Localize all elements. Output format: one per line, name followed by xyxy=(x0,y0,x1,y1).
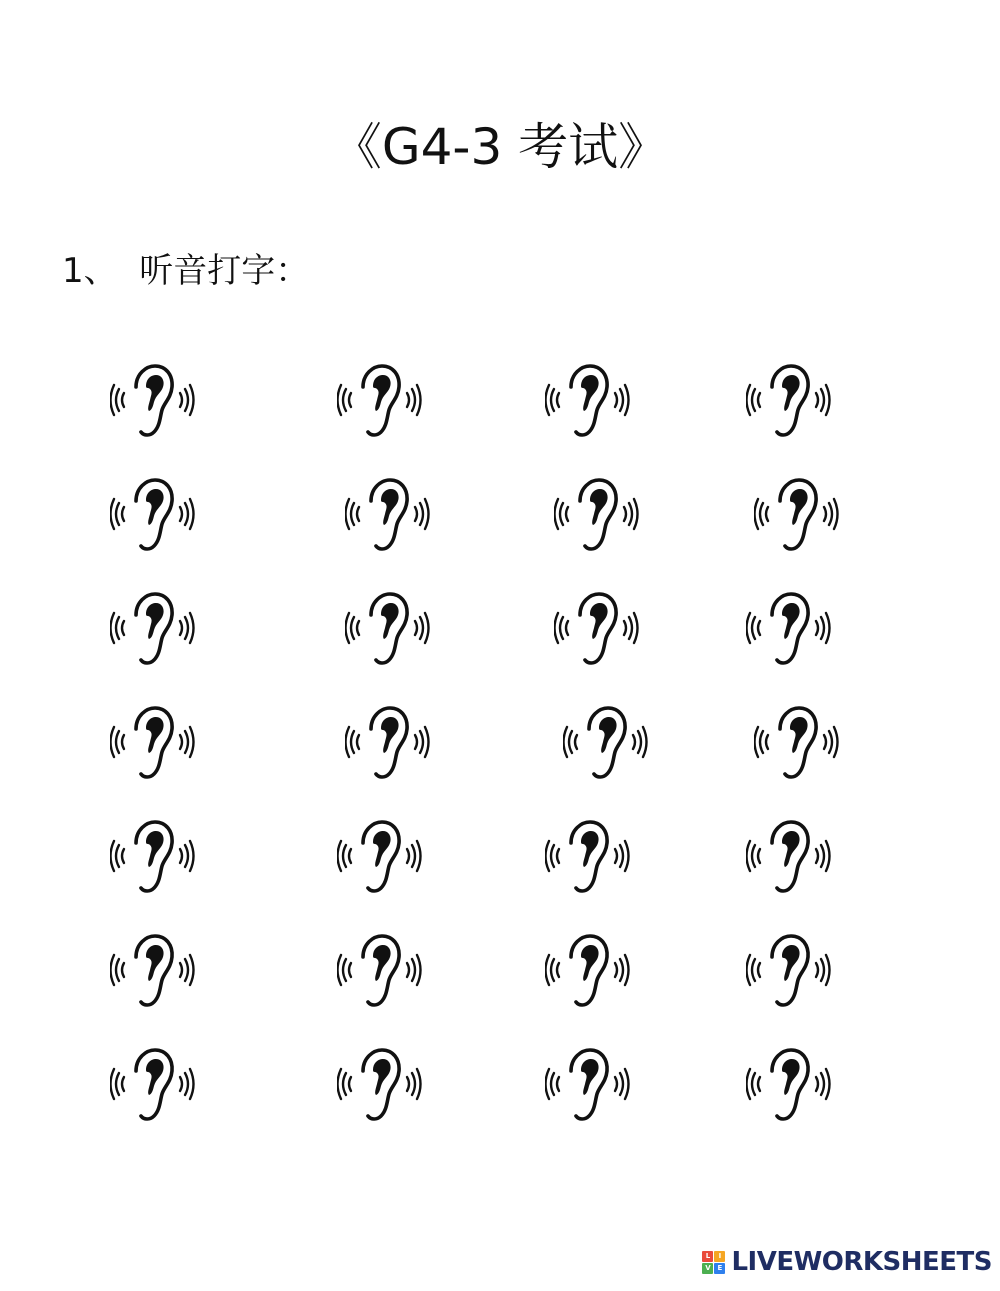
ear-listen-icon xyxy=(545,362,635,438)
ear-listen-icon xyxy=(545,1046,635,1122)
logo-block: L xyxy=(702,1251,713,1262)
ear-listen-icon xyxy=(746,818,836,894)
logo-block: V xyxy=(702,1263,713,1274)
audio-item-18[interactable] xyxy=(337,818,427,894)
audio-item-11[interactable] xyxy=(554,590,644,666)
audio-item-25[interactable] xyxy=(110,1046,200,1122)
ear-listen-icon xyxy=(545,818,635,894)
liveworksheets-logo-icon xyxy=(702,1251,725,1274)
worksheet-title: 《G4-3 考试》 xyxy=(331,118,669,176)
logo-block: I xyxy=(714,1251,725,1262)
audio-item-2[interactable] xyxy=(337,362,427,438)
audio-item-24[interactable] xyxy=(746,932,836,1008)
audio-item-8[interactable] xyxy=(754,476,844,552)
ear-listen-icon xyxy=(110,362,200,438)
audio-item-17[interactable] xyxy=(110,818,200,894)
audio-item-28[interactable] xyxy=(746,1046,836,1122)
ear-listen-icon xyxy=(545,932,635,1008)
audio-item-9[interactable] xyxy=(110,590,200,666)
audio-item-13[interactable] xyxy=(110,704,200,780)
audio-item-23[interactable] xyxy=(545,932,635,1008)
audio-item-7[interactable] xyxy=(554,476,644,552)
ear-listen-icon xyxy=(345,476,435,552)
audio-item-5[interactable] xyxy=(110,476,200,552)
ear-listen-icon xyxy=(554,476,644,552)
ear-listen-icon xyxy=(110,818,200,894)
ear-listen-icon xyxy=(337,362,427,438)
audio-item-12[interactable] xyxy=(746,590,836,666)
audio-item-1[interactable] xyxy=(110,362,200,438)
ear-listen-icon xyxy=(754,476,844,552)
ear-listen-icon xyxy=(110,932,200,1008)
ear-listen-icon xyxy=(746,590,836,666)
ear-listen-icon xyxy=(337,1046,427,1122)
audio-item-3[interactable] xyxy=(545,362,635,438)
audio-item-6[interactable] xyxy=(345,476,435,552)
ear-listen-icon xyxy=(110,704,200,780)
audio-item-20[interactable] xyxy=(746,818,836,894)
ear-listen-icon xyxy=(563,704,653,780)
ear-listen-icon xyxy=(746,932,836,1008)
ear-listen-icon xyxy=(110,476,200,552)
ear-listen-icon xyxy=(110,590,200,666)
audio-item-26[interactable] xyxy=(337,1046,427,1122)
footer-logo[interactable] xyxy=(702,1247,992,1277)
ear-listen-icon xyxy=(754,704,844,780)
ear-listen-icon xyxy=(554,590,644,666)
audio-item-4[interactable] xyxy=(746,362,836,438)
ear-listen-icon xyxy=(746,1046,836,1122)
ear-listen-icon xyxy=(345,590,435,666)
ear-listen-icon xyxy=(337,818,427,894)
audio-item-14[interactable] xyxy=(345,704,435,780)
brand-name: LIVEWORKSHEETS xyxy=(731,1247,992,1277)
audio-item-10[interactable] xyxy=(345,590,435,666)
audio-item-16[interactable] xyxy=(754,704,844,780)
audio-item-21[interactable] xyxy=(110,932,200,1008)
ear-listen-icon xyxy=(746,362,836,438)
audio-item-15[interactable] xyxy=(563,704,653,780)
question-number: 1、 xyxy=(62,251,118,291)
question-text: 听音打字： xyxy=(139,251,310,291)
audio-item-22[interactable] xyxy=(337,932,427,1008)
ear-listen-icon xyxy=(337,932,427,1008)
audio-item-27[interactable] xyxy=(545,1046,635,1122)
logo-block: E xyxy=(714,1263,725,1274)
audio-item-19[interactable] xyxy=(545,818,635,894)
ear-listen-icon xyxy=(345,704,435,780)
ear-listen-icon xyxy=(110,1046,200,1122)
